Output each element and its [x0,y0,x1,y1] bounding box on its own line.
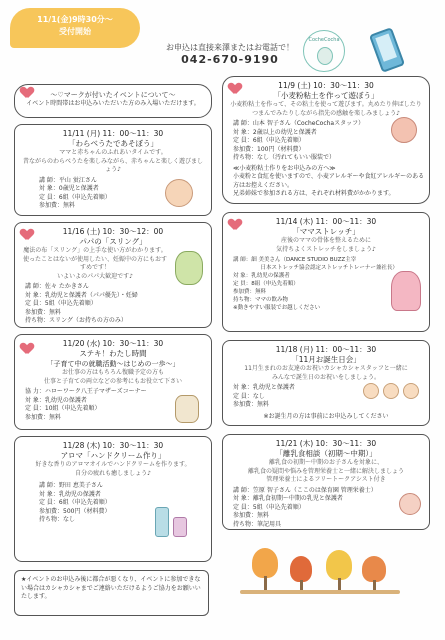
detail-items: 持ち物：なし（汚れてもいい服装で） [233,154,336,161]
detail-fee: 参加費：無料 [39,202,76,209]
heart-icon [21,87,33,99]
detail-cooperation: 協 力：ハローワーク八王子マザーズコーナー [25,388,147,395]
detail-instructor: 講 師：笠原 智子さん（ここのは保育園 管理栄養士） [233,486,377,494]
event-desc-line: 使ったことはないが使用したい、妊娠中の方にもおすすめです！ [22,255,167,271]
event-details [229,487,423,530]
event-desc-line: つまんでみたりしながら指先の感触を楽しみましょう♪ [252,109,400,117]
event-date: 11/16 (土) 10：30〜12：00 [62,227,164,236]
reception-date: 11/1(金)9時30分〜 [37,15,113,24]
event-title: 「わらべうたであそぼう」 [68,139,158,148]
heart-icon [229,83,241,95]
event-title: 「ママストレッチ」 [292,227,360,236]
logo-mascot-icon [317,47,333,65]
event-title: ステキ！わたし時間 [79,349,147,358]
clay-notes [229,165,423,199]
event-desc-line: 離乳食の初期〜中期のお子さんを対象に、 [268,459,383,466]
detail-items: 持ち物：なし [39,516,76,523]
detail-instructor: 講 師：野田 恵美子さん [39,482,103,489]
detail-items: 持ち物：スリング（お持ちの方のみ） [25,317,127,324]
event-desc-line: 小麦粉粘土を作って、その粘土を使って遊びます。丸めたり伸ばしたり [230,101,422,108]
aroma-bottle-icon [155,507,169,537]
cochecocha-logo [303,30,345,72]
detail-instructor: 講 師：細 美美さん（DANCE STUDIO BUZZ主宰 [233,257,357,263]
event-date: 11/11 (月) 11：00〜11：30 [62,129,164,138]
office-workers-illustration [175,395,199,423]
intro-text: イベント時間帯はお申込みいただいた方のみ入場いただけます。 [26,100,200,107]
cancellation-note [14,570,209,616]
detail-fee: 参加費：無料 [233,401,270,408]
detail-capacity: 定 員：6組（申込先着順） [39,193,111,201]
mother-baby-illustration [165,179,193,207]
parent-sling-illustration [175,251,203,285]
event-desc-line: いよいよのパパ大歓迎です♪ [57,272,133,280]
detail-fee: 参加費：無料 [233,512,270,519]
event-date: 11/14 (木) 11：00〜11：30 [275,217,377,226]
event-desc-line: 11月生まれのお友達のお祝いカシャカシャスタッフと一緒に [244,365,408,372]
cream-jar-icon [173,517,187,537]
detail-target: 対 象：乳幼児の保護者 [25,396,87,404]
detail-capacity: 定 員：8組（申込先着順） [233,281,299,287]
event-card-aroma [14,436,212,562]
reception-label: 受付開始 [59,27,91,36]
event-desc-line: 好きな香りのアロマオイルでハンドクリームを作ります。 [35,461,191,468]
detail-capacity: 定 員：5組（申込先着順） [25,300,97,307]
event-desc-line: 昔ながらのわらべうたを楽しみながら、赤ちゃんと楽しく遊びましょう♪ [22,157,203,173]
event-desc-line: 産後のママの骨体を整えるために [280,237,371,244]
detail-instructor: 講 師：平山 蛍江さん [39,176,97,184]
event-desc-line: 魔法の布「スリング」の上手な使い方がわかります。 [23,247,167,254]
event-card-clay [222,76,430,204]
detail-fee: 参加費：無料 [233,289,267,295]
babies-illustration [363,383,419,401]
event-desc-line: お仕事の方はもちろん復職予定の方も [61,369,164,376]
detail-capacity: 定 員：6組（申込先着順） [39,499,111,506]
detail-target: 対 象：乳幼児の保護者 [233,273,290,279]
heart-icon [229,219,241,231]
event-card-job-hunting [14,334,212,430]
reception-date-badge [10,8,140,48]
event-card-warabeuta [14,124,212,216]
detail-fee: 参加費：無料 [25,413,62,421]
detail-target: 対 象：乳幼児の保護者 [39,490,101,498]
event-details [21,283,205,326]
detail-target: 対 象：2歳以上の幼児と保護者 [233,128,317,136]
detail-fee: 参加費：100円（材料費） [233,145,305,153]
event-desc-line: みんなで誕生日のお祝いをしましょう。 [271,373,380,381]
detail-note: ※動きやすい服装でお越しください [233,305,321,311]
application-notice: お申込は直接来澤またはお電話で！ [166,43,294,52]
smartphone-icon [369,27,405,73]
intro-title: 〜♡マークが付いたイベントについて〜 [50,91,176,99]
event-date: 11/20 (水) 10：30〜11：30 [62,339,164,348]
heart-events-intro [14,84,212,118]
event-date: 11/18 (月) 11：00〜11：30 [275,345,377,354]
event-title: アロマ「ハンドクリーム作り」 [60,451,166,460]
detail-instructor: 講 師：山本 智子さん（CocheCochaスタッフ） [233,120,365,127]
note-heading: ≪小麦粉粘土作りをお申込みの方へ≫ [233,164,336,172]
detail-fee: 参加費：500円（材料費） [39,507,111,515]
detail-target: 対 象：離乳食初期〜中期の乳児と保護者 [233,495,343,502]
event-desc-line: ママと赤ちゃんのふれあいタイムです。 [59,149,167,156]
detail-instructor: 講 師：佐々 たかきさん [25,283,89,290]
event-desc-line: 離乳食の疑問や悩みを管理栄養士と一緒に解決しましょう [247,467,404,475]
detail-capacity: 定 員：なし [233,392,265,400]
event-desc-line: 気持ちよくストレッチをしましょう♪ [276,245,376,253]
event-date: 11/9 (土) 10：30〜11：30 [278,81,374,90]
event-title: 「離乳食相談（初期〜中期）」 [275,449,377,458]
event-desc-line: 仕事と子育ての両立などの参考にもお役立て下さい [43,377,182,385]
birthday-footnote: ※お誕生月の方は事前にお申込みしてください [263,412,389,420]
note-line: 兄弟姉妹で参加される方は、それぞれ材料費がかかります。 [233,190,395,197]
detail-target: 対 象：乳幼児と保護者（パパ優先）・妊婦 [25,291,138,299]
phone-number: 042-670-9190 [181,53,279,66]
event-card-sling [14,222,212,328]
event-title: 「小麦粉粘土を作って遊ぼう」 [273,91,379,100]
detail-capacity: 定 員：10組（申込先着順） [25,405,101,412]
detail-items: 持ち物：筆記用具 [233,520,282,528]
detail-fee: 参加費：無料 [25,308,62,316]
stretching-woman-illustration [391,271,421,311]
heart-icon [21,343,33,355]
logo-text: CocheCocha [308,37,340,43]
event-date: 11/21 (木) 10：30〜11：30 [275,439,377,448]
note-line: 小麦粉と食紅を使いますので、小麦アレルギーや食紅アレルギーのある [233,173,425,180]
event-card-baby-food [222,434,430,530]
detail-instructor-title: 日本ストレッチ協会認定ストレッチトレーナー兼社長） [233,265,398,271]
detail-items: 持ち物：ママの飲み物 [233,297,289,303]
event-desc-line: 管理栄養士によるフリートークアシスト付き [266,476,386,483]
contact-info [150,42,310,66]
detail-target: 対 象：0歳児と保護者 [39,185,99,192]
detail-capacity: 定 員：5組（申込先着順） [233,503,305,511]
event-card-stretch [222,212,430,332]
event-subtitle: 「子育て中の就職活動〜はじめの一歩〜」 [46,360,180,368]
event-title: パパの「スリング」 [79,237,147,246]
baby-eating-illustration [399,493,421,515]
event-title: 「11月お誕生日会」 [291,355,361,364]
child-illustration [391,117,417,143]
event-date: 11/28 (木) 10：30〜11：30 [62,441,164,450]
event-desc-line: 自分の疲れも癒しましょう♪ [75,469,151,477]
event-card-birthday [222,340,430,426]
cancellation-note-text: ★イベントのお申込み後に都合が悪くなり、イベントに参加できない場合はカシャカシャまでご連絡いただけるようご協力をお願いいたします。 [21,576,201,600]
detail-capacity: 定 員：6組（申込先着順） [233,137,305,144]
detail-target: 対 象：乳幼児と保護者 [233,384,295,391]
heart-icon [21,229,33,241]
note-line: 方はお控えください。 [233,181,294,189]
